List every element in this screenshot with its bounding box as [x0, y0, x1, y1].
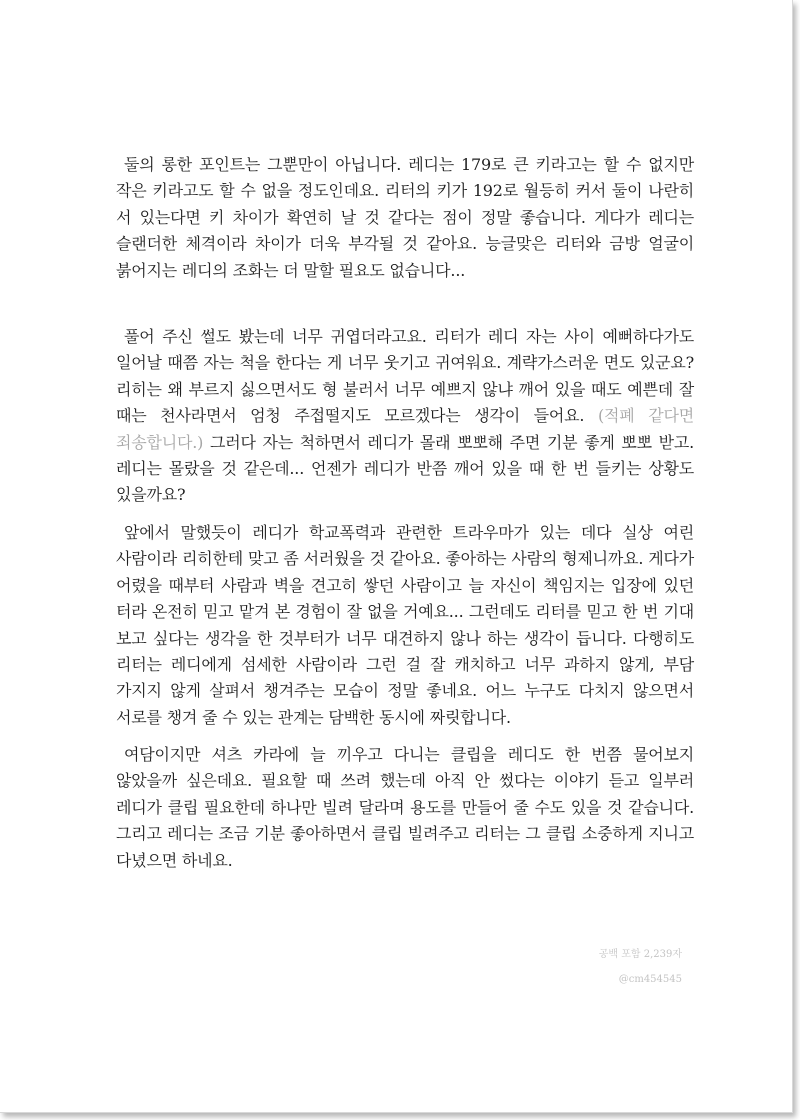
- paragraph-4: 여담이지만 셔츠 카라에 늘 끼우고 다니는 클립을 레디도 한 번쯤 물어보지 않았을까 싶은데요. 필요할 때 쓰려 했는데 아직 안 썼다는 이야기 듣고 일부러 레디가 클립 필요한데 하나만 빌려 달라며 용도를 만들어 줄 수도 있을 것 같습니다. 그리고 레디는 조금 기분 좋아하면서 클립 빌려주고 리터는 그 클립 소중하게 지니고 다녔으면 하네요.: [116, 745, 694, 870]
- paragraph-2-text-after: 그러다 자는 척하면서 레디가 몰래 뽀뽀해 주면 기분 좋게 뽀뽀 받고. 레디는 몰랐을 것 같은데... 언젠가 레디가 반쯤 깨어 있을 때 한 번 들키는 상황도 있을까요?: [116, 432, 694, 505]
- paragraph-2-text-before: 풀어 주신 썰도 봤는데 너무 귀엽더라고요. 리터가 레디 자는 사이 예뻐하다가도 일어날 때쯤 자는 척을 한다는 게 너무 웃기고 귀여워요. 계략가스러운 면도 있군요? 리히는 왜 부르지 싫으면서도 형 불러서 너무 예쁘지 않냐 깨어 있을 때도 예쁜데 잘 때는 천사라면서 엄청 주접떨지도 모르겠다는 생각이 들어요.: [116, 327, 694, 426]
- paragraph-2-aside: (적폐 같다면 죄송합니다.): [116, 406, 694, 452]
- author-handle: @cm454545: [618, 974, 682, 985]
- paragraph-1: 둘의 롱한 포인트는 그뿐만이 아닙니다. 레디는 179로 큰 키라고는 할 수 없지만 작은 키라고도 할 수 없을 정도인데요. 리터의 키가 192로 월등히 커서 둘이 나란히 서 있는다면 키 차이가 확연히 날 것 같다는 점이 정말 좋습니다. 게다가 레디는 슬랜더한 체격이라 차이가 더욱 부각될 것 같아요. 능글맞은 리터와 금방 얼굴이 붉어지는 레디의 조화는 더 말할 필요도 없습니다...: [116, 155, 694, 280]
- paragraph-3: 앞에서 말했듯이 레디가 학교폭력과 관련한 트라우마가 있는 데다 실상 여린 사람이라 리히한테 맞고 좀 서러웠을 것 같아요. 좋아하는 사람의 형제니까요. 게다가 어렸을 때부터 사람과 벽을 견고히 쌓던 사람이고 늘 자신이 책임지는 입장에 있던 터라 온전히 믿고 맡겨 본 경험이 잘 없을 거예요... 그런데도 리터를 믿고 한 번 기대 보고 싶다는 생각을 한 것부터가 너무 대견하지 않나 하는 생각이 듭니다. 다행히도 리터는 레디에게 섬세한 사람이라 그런 걸 잘 캐치하고 너무 과하지 않게, 부담 가지지 않게 살펴서 챙겨주는 모습이 정말 좋네요. 어느 누구도 다치지 않으면서 서로를 챙겨 줄 수 있는 관계는 담백한 동시에 짜릿합니다.: [116, 523, 694, 727]
- character-count: 공백 포함 2,239자: [598, 949, 682, 960]
- paragraph-2: [116, 324, 694, 509]
